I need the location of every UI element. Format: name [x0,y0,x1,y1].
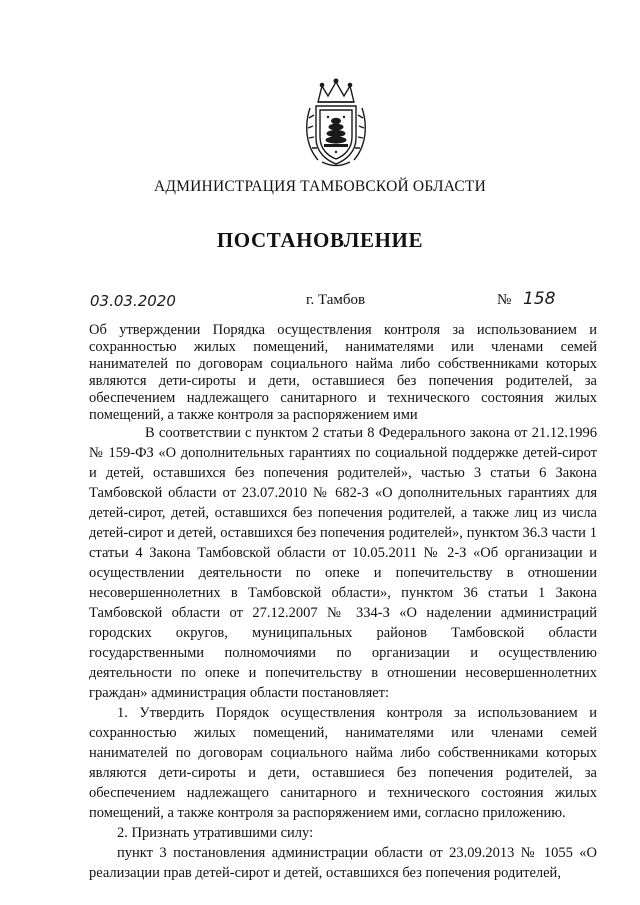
document-body [89,423,597,883]
issuing-authority: АДМИНИСТРАЦИЯ ТАМБОВСКОЙ ОБЛАСТИ [154,178,486,195]
item-1-paragraph: 1. Утвердить Порядок осуществления контроля за использованием и сохранностью жилых помещений, нанимателями или членами семей нанимателей по договорам социального найма либо собственниками которых являются дети-сироты и дети, оставшиеся без попечения родителей, за обеспечением надлежащего санитарного и технического состояния жилых помещений, а также контроля за распоряжением ими, согласно приложению. [89,705,597,821]
document-number: 158 [523,289,556,309]
item-2-subparagraph: пункт 3 постановления администрации области от 23.09.2013 № 1055 «О реализации прав детей-сирот и детей, оставшихся без попечения родителей, [89,845,597,881]
number-label: № [497,292,512,308]
coat-of-arms-emblem [300,76,372,170]
document-subject: Об утверждении Порядка осуществления контроля за использованием и сохранностью жилых помещений, нанимателями или членами семей нанимателей по договорам социального найма либо собственниками которых являются дети-сироты и дети, оставшиеся без попечения родителей, за обеспечением надлежащего санитарного и технического состояния жилых помещений, а также контроля за распоряжением ими [89,322,597,423]
document-date: 03.03.2020 [90,292,176,310]
document-type-title: ПОСТАНОВЛЕНИЕ [216,228,424,252]
document-city: г. Тамбов [306,292,366,308]
preamble-paragraph: В соответствии с пунктом 2 статьи 8 Федерального закона от 21.12.1996 № 159-ФЗ «О дополнительных гарантиях по социальной поддержке детей-сирот и детей, оставшихся без попечения родителей», частью 3 статьи 6 Закона Тамбовской области от 23.07.2010 № 682-З «О дополнительных гарантиях для детей-сирот, детей, оставшихся без попечения родителей, а также лиц из числа детей-сирот и детей, оставшихся без попечения родителей», пунктом 36.3 части 1 статьи 4 Закона Тамбовской области от 10.05.2011 № 2-З «Об организации и осуществлении деятельности по опеке и попечительству в отношении несовершеннолетних в Тамбовской области», пунктом 36 статьи 1 Закона Тамбовской области от 27.12.2007 № 334-З «О наделении администраций городских округов, муниципальных районов Тамбовской области государственными полномочиями по организации и осуществлению деятельности по опеке и попечительству в отношении несовершеннолетних граждан» администрация области постановляет: [89,425,597,701]
item-2-paragraph: 2. Признать утратившими силу: [117,825,314,841]
